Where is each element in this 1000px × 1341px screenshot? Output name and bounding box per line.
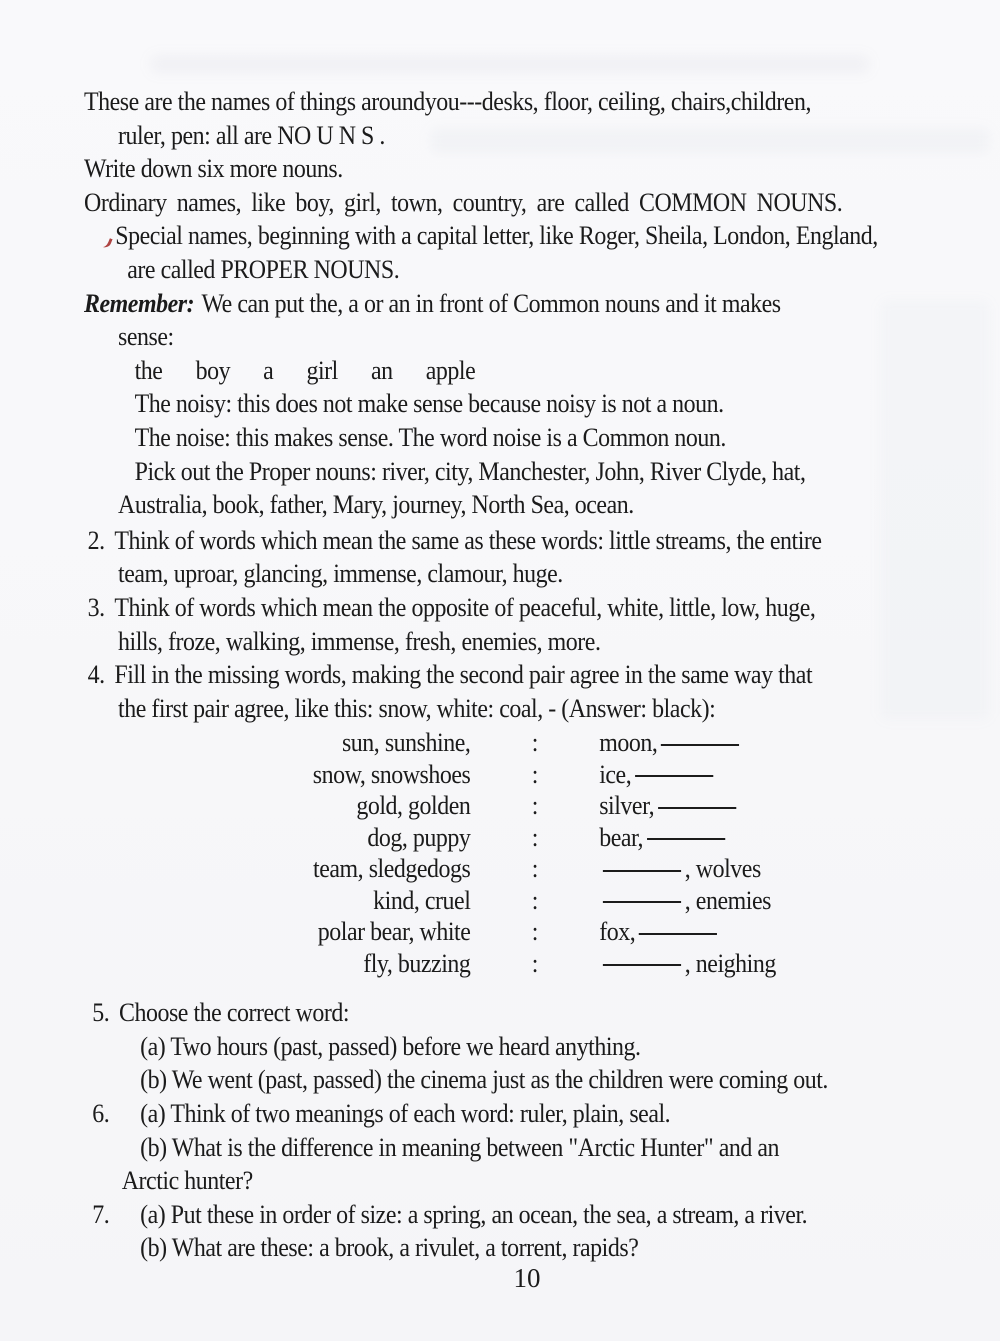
blank-line — [603, 870, 681, 872]
text-line — [84, 658, 1000, 692]
word-pair-matching-table — [84, 727, 1000, 979]
blank-line — [639, 933, 717, 935]
text-line: (b) We went (past, passed) the cinema just as the children were coming out. — [140, 1065, 828, 1095]
text-line — [84, 591, 1000, 625]
pair-colon: : — [531, 948, 538, 978]
text-line: the first pair agree, like this: snow, white: coal, - (Answer: black): — [118, 693, 716, 723]
exercise-text: Choose the correct word: — [118, 998, 350, 1028]
pair-right — [599, 759, 1000, 791]
matching-row — [84, 853, 1000, 885]
pair-right — [599, 948, 1000, 980]
pair-right — [599, 885, 1000, 917]
exercise-number: 7. — [92, 1199, 110, 1229]
pair-left: team, sledgedogs — [313, 854, 471, 884]
ink-bleed-artifact — [150, 55, 870, 73]
exercise-2 — [84, 524, 1000, 591]
pair-word: , neighing — [684, 948, 776, 978]
text-line — [84, 1198, 1000, 1232]
exercise-3 — [84, 591, 1000, 658]
matching-row — [84, 885, 1000, 917]
text-line: (b) What is the difference in meaning between "Arctic Hunter" and an — [140, 1132, 780, 1162]
exercise-text: Think of words which mean the same as these words: little streams, the entire — [114, 525, 822, 555]
remember-note — [84, 287, 1000, 522]
text-line: Australia, book, father, Mary, journey, North Sea, ocean. — [118, 490, 634, 520]
page-body-text — [84, 85, 1000, 1265]
blank-line — [658, 807, 736, 809]
text-line — [84, 287, 1000, 321]
exercise-number: 6. — [92, 1099, 110, 1129]
text-line: The noise: this makes sense. The word noise is a Common noun. — [134, 422, 726, 452]
exercise-number: 5. — [92, 998, 110, 1028]
pair-left: dog, puppy — [367, 822, 471, 852]
exercise-text: (a) Put these in order of size: a spring, an ocean, the sea, a stream, a river. — [140, 1199, 808, 1229]
text-line: The noisy: this does not make sense because noisy is not a noun. — [134, 389, 724, 419]
pair-left: gold, golden — [356, 791, 471, 821]
pair-word: bear, — [599, 822, 644, 852]
pair-word: silver, — [599, 791, 655, 821]
text-line — [84, 1097, 1000, 1131]
pair-left: fly, buzzing — [363, 948, 471, 978]
text-line: Write down six more nouns. — [84, 154, 343, 184]
exercise-text: (a) Think of two meanings of each word: ruler, plain, seal. — [140, 1099, 671, 1129]
matching-row — [84, 790, 1000, 822]
exercise-text: Think of words which mean the opposite of peaceful, white, little, low, huge, — [114, 592, 816, 622]
text-line: Arctic hunter? — [121, 1166, 253, 1196]
pair-left: polar bear, white — [317, 917, 471, 947]
text-line: team, uproar, glancing, immense, clamour, huge. — [118, 559, 563, 589]
exercise-text: Fill in the missing words, making the second pair agree in the same way that — [114, 660, 813, 690]
exercise-7 — [84, 1198, 1000, 1265]
pair-left: kind, cruel — [373, 885, 471, 915]
text-line: Special names, beginning with a capital letter, like Roger, Sheila, London, England, — [115, 221, 878, 251]
pair-right — [599, 790, 1000, 822]
text-line: hills, froze, walking, immense, fresh, enemies, more. — [118, 626, 601, 656]
text-line: ruler, pen: all are NO U N S . — [118, 120, 385, 150]
exercise-6 — [84, 1097, 1000, 1198]
pair-right — [599, 822, 1000, 854]
exercise-number: 4. — [87, 660, 105, 690]
example-words-line: the boy a girl an apple — [134, 355, 476, 385]
blank-line — [635, 775, 713, 777]
pair-left: snow, snowshoes — [312, 759, 471, 789]
blank-line — [603, 901, 681, 903]
remember-text: We can put the, a or an in front of Common nouns and it makes — [201, 288, 781, 318]
exercise-5 — [84, 996, 1000, 1097]
pair-word: ice, — [599, 759, 632, 789]
pair-colon: : — [531, 917, 538, 947]
text-line: Ordinary names, like boy, girl, town, country, are called COMMON NOUNS. — [84, 187, 843, 217]
text-line: are called PROPER NOUNS. — [127, 254, 400, 284]
pair-right — [599, 727, 1000, 759]
remember-label: Remember: — [84, 288, 195, 318]
text-line: (b) What are these: a brook, a rivulet, a torrent, rapids? — [140, 1233, 639, 1263]
pair-word: , wolves — [684, 854, 761, 884]
blank-line — [661, 744, 739, 746]
pair-word: moon, — [599, 728, 658, 758]
exercise-4 — [84, 658, 1000, 725]
exercise-number: 2. — [87, 525, 105, 555]
text-line: sense: — [118, 322, 174, 352]
pair-colon: : — [531, 822, 538, 852]
pair-colon: : — [531, 791, 538, 821]
matching-row — [84, 759, 1000, 791]
intro-paragraph — [84, 85, 1000, 287]
pair-colon: : — [531, 854, 538, 884]
page-number: 10 — [513, 1263, 541, 1293]
pair-left: sun, sunshine, — [341, 728, 471, 758]
pair-word: , enemies — [684, 885, 771, 915]
text-line: (a) Two hours (past, passed) before we heard anything. — [140, 1031, 641, 1061]
text-line: These are the names of things aroundyou---desks, floor, ceiling, chairs,children, — [84, 87, 811, 116]
pair-colon: : — [531, 728, 538, 758]
blank-line — [647, 838, 725, 840]
exercise-number: 3. — [87, 592, 105, 622]
blank-line — [603, 964, 681, 966]
text-line — [84, 996, 1000, 1030]
pair-word: fox, — [599, 917, 636, 947]
pair-right — [599, 853, 1000, 885]
pair-colon: : — [531, 759, 538, 789]
text-line — [84, 524, 1000, 558]
pair-right — [599, 916, 1000, 948]
pair-colon: : — [531, 885, 538, 915]
text-line: Pick out the Proper nouns: river, city, Manchester, John, River Clyde, hat, — [134, 456, 806, 486]
matching-row — [84, 948, 1000, 980]
matching-row — [84, 727, 1000, 759]
matching-row — [84, 916, 1000, 948]
matching-row — [84, 822, 1000, 854]
